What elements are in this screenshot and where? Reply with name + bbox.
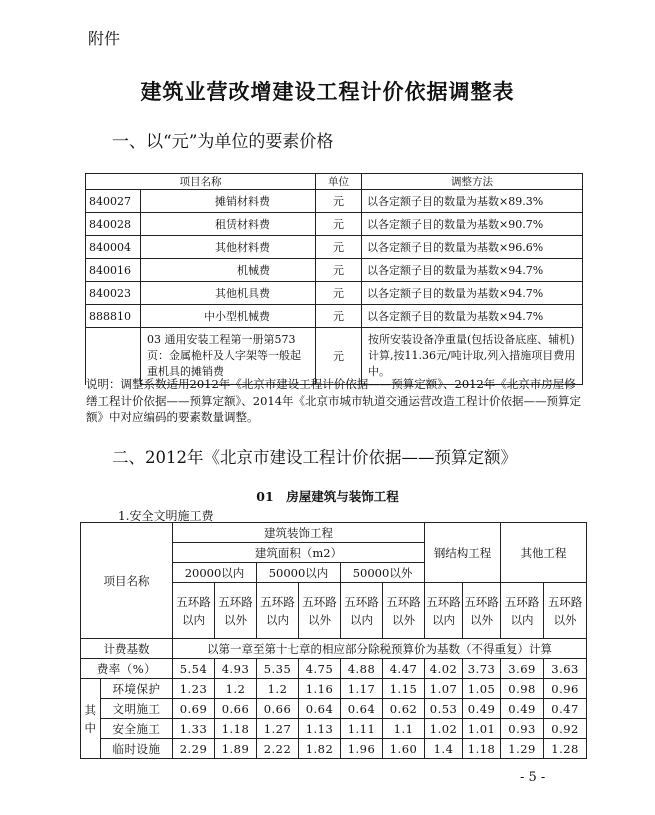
header-row (81, 523, 587, 543)
ring-out-header: 五环路以外 (463, 583, 501, 639)
fee-rate-cell: 3.73 (463, 659, 501, 679)
item-code: 840028 (86, 213, 141, 236)
value-cell: 1.29 (501, 739, 544, 759)
group-header-steel: 钢结构工程 (425, 523, 501, 583)
item-name: 机械费 (141, 259, 316, 282)
area-header: 建筑面积（m2） (173, 543, 425, 563)
value-cell: 1.13 (299, 719, 341, 739)
value-cell: 0.98 (501, 679, 544, 699)
col-header-method: 调整方法 (362, 174, 583, 190)
value-cell: 1.89 (215, 739, 257, 759)
ring-out-header: 五环路以外 (544, 583, 587, 639)
item-method: 以各定额子目的数量为基数×94.7% (362, 282, 583, 305)
ring-out-header: 五环路以外 (215, 583, 257, 639)
fee-rate-cell: 4.88 (341, 659, 383, 679)
value-cell: 0.64 (341, 699, 383, 719)
area-col-header: 20000以内 (173, 563, 257, 583)
item-code: 840016 (86, 259, 141, 282)
item-name: 03 通用安装工程第一册第573页：金属桅杆及人字架等一般起重机具的摊销费 (141, 328, 316, 385)
fee-base-label: 计费基数 (81, 639, 173, 659)
fee-rate-label: 费率（%） (81, 659, 173, 679)
qizhong-label: 其中 (81, 679, 101, 759)
fee-base-text: 以第一章至第十七章的相应部分除税预算价为基数（不得重复）计算 (173, 639, 587, 659)
fee-rate-cell: 3.63 (544, 659, 587, 679)
table-row (86, 213, 583, 236)
group-header-jianzhu: 建筑装饰工程 (173, 523, 425, 543)
section2-title: 二、2012年《北京市建设工程计价依据——预算定额》 (112, 448, 517, 467)
row-label: 文明施工 (101, 699, 173, 719)
ring-in-header: 五环路以内 (501, 583, 544, 639)
item-name: 其他机具费 (141, 282, 316, 305)
item-name: 其他材料费 (141, 236, 316, 259)
item-unit: 元 (316, 213, 362, 236)
area-col-header: 50000以内 (257, 563, 341, 583)
fee-rate-cell: 3.69 (501, 659, 544, 679)
value-cell: 1.28 (544, 739, 587, 759)
table-header-row (86, 174, 583, 190)
table-row (86, 190, 583, 213)
col-header-name: 项目名称 (86, 174, 316, 190)
value-cell: 1.1 (383, 719, 425, 739)
value-cell: 2.29 (173, 739, 215, 759)
value-cell: 0.49 (463, 699, 501, 719)
item-method: 以各定额子目的数量为基数×94.7% (362, 305, 583, 328)
item-code: 840023 (86, 282, 141, 305)
fee-rate-cell: 4.47 (383, 659, 425, 679)
value-cell: 1.15 (383, 679, 425, 699)
ring-in-header: 五环路以内 (425, 583, 463, 639)
ring-out-header: 五环路以外 (299, 583, 341, 639)
value-cell: 0.93 (501, 719, 544, 739)
fee-rate-cell: 5.35 (257, 659, 299, 679)
group-header-other: 其他工程 (501, 523, 587, 583)
page-number: - 5 - (520, 770, 546, 785)
ring-in-header: 五环路以内 (257, 583, 299, 639)
value-cell: 1.02 (425, 719, 463, 739)
value-cell: 0.69 (173, 699, 215, 719)
fee-rate-cell: 5.54 (173, 659, 215, 679)
item-unit: 元 (316, 190, 362, 213)
value-cell: 1.11 (341, 719, 383, 739)
value-cell: 1.05 (463, 679, 501, 699)
value-cell: 0.96 (544, 679, 587, 699)
value-cell: 0.66 (257, 699, 299, 719)
item-code: 840004 (86, 236, 141, 259)
item-code: 840027 (86, 190, 141, 213)
value-cell: 1.23 (173, 679, 215, 699)
value-cell: 1.2 (215, 679, 257, 699)
row-label: 临时设施 (101, 739, 173, 759)
item-unit: 元 (316, 259, 362, 282)
item-method: 以各定额子目的数量为基数×90.7% (362, 213, 583, 236)
value-cell: 1.33 (173, 719, 215, 739)
item-method: 以各定额子目的数量为基数×94.7% (362, 259, 583, 282)
item-name-header: 项目名称 (81, 523, 173, 639)
table-row (81, 679, 587, 699)
area-col-header: 50000以外 (341, 563, 425, 583)
table-caption: 1.安全文明施工费 (118, 509, 214, 523)
value-cell: 1.18 (463, 739, 501, 759)
table-row (86, 282, 583, 305)
value-cell: 1.96 (341, 739, 383, 759)
item-unit: 元 (316, 328, 362, 385)
item-unit: 元 (316, 305, 362, 328)
table-row (81, 699, 587, 719)
value-cell: 0.66 (215, 699, 257, 719)
value-cell: 0.49 (501, 699, 544, 719)
item-method: 以各定额子目的数量为基数×96.6% (362, 236, 583, 259)
value-cell: 1.27 (257, 719, 299, 739)
item-name: 中小型机械费 (141, 305, 316, 328)
value-cell: 1.18 (215, 719, 257, 739)
value-cell: 0.64 (299, 699, 341, 719)
value-cell: 1.2 (257, 679, 299, 699)
value-cell: 1.16 (299, 679, 341, 699)
table-row (86, 259, 583, 282)
table-row (81, 739, 587, 759)
row-label: 安全施工 (101, 719, 173, 739)
item-method: 以各定额子目的数量为基数×89.3% (362, 190, 583, 213)
value-cell: 0.47 (544, 699, 587, 719)
ring-in-header: 五环路以内 (341, 583, 383, 639)
item-code: 888810 (86, 305, 141, 328)
subsection-title: 01 房屋建筑与装饰工程 (256, 489, 399, 504)
value-cell: 2.22 (257, 739, 299, 759)
item-name: 租赁材料费 (141, 213, 316, 236)
value-cell: 1.82 (299, 739, 341, 759)
table-row (86, 305, 583, 328)
value-cell: 0.62 (383, 699, 425, 719)
adjustment-note: 说明：调整系数适用2012年《北京市建设工程计价依据——预算定额》、2012年《北京市房屋修缮工程计价依据——预算定额》、2014年《北京市城市轨道交通运营改造工程计价依据——预算定额》中对应编码的要素数量调整。 (86, 377, 582, 424)
attachment-label: 附件 (88, 29, 121, 48)
fee-rate-row (81, 659, 587, 679)
item-unit: 元 (316, 282, 362, 305)
item-unit: 元 (316, 236, 362, 259)
factor-price-table (85, 173, 583, 385)
col-header-unit: 单位 (316, 174, 362, 190)
fee-rate-cell: 4.93 (215, 659, 257, 679)
row-label: 环境保护 (101, 679, 173, 699)
value-cell: 1.4 (425, 739, 463, 759)
fee-rate-cell: 4.02 (425, 659, 463, 679)
value-cell: 1.60 (383, 739, 425, 759)
fee-rate-cell: 4.75 (299, 659, 341, 679)
value-cell: 1.17 (341, 679, 383, 699)
table-row (86, 236, 583, 259)
ring-out-header: 五环路以外 (383, 583, 425, 639)
document-title: 建筑业营改增建设工程计价依据调整表 (140, 79, 515, 104)
fee-base-row (81, 639, 587, 659)
item-method: 按所安装设备净重量(包括设备底座、辅机)计算,按11.36元/吨计取,列入措施项目费用中。 (362, 328, 583, 385)
value-cell: 0.53 (425, 699, 463, 719)
value-cell: 0.92 (544, 719, 587, 739)
safety-fee-table (80, 522, 587, 759)
ring-in-header: 五环路以内 (173, 583, 215, 639)
value-cell: 1.07 (425, 679, 463, 699)
value-cell: 1.01 (463, 719, 501, 739)
section1-title: 一、以“元”为单位的要素价格 (112, 132, 334, 152)
item-name: 摊销材料费 (141, 190, 316, 213)
table-row (81, 719, 587, 739)
